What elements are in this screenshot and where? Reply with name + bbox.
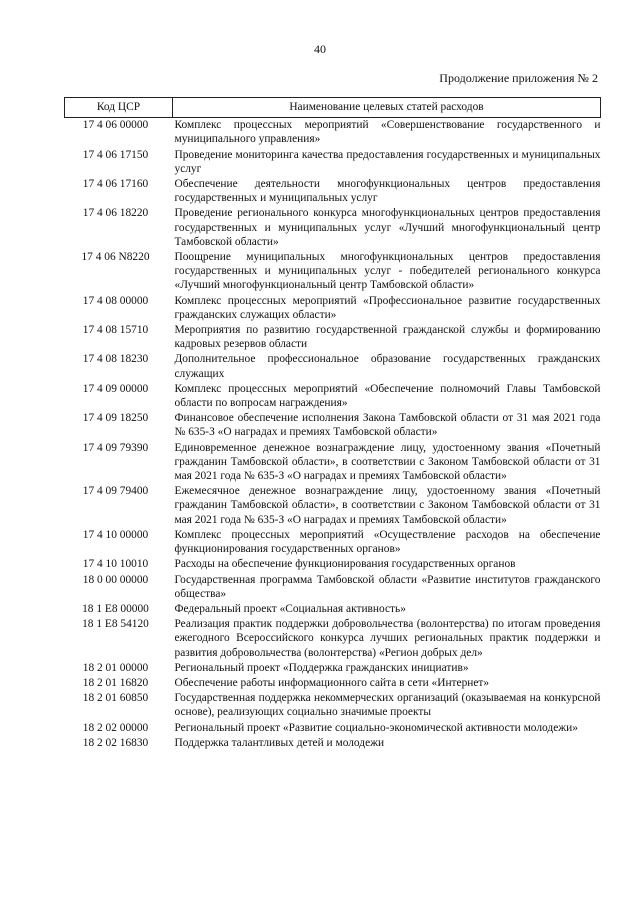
row-name: Поддержка талантливых детей и молодежи xyxy=(174,736,385,749)
row-name: Ежемесячное денежное вознаграждение лицу, удостоенному звания «Почетный гражданин Тамбовской области», в соответствии с Законом Тамбовской области от 31 мая 2021 года № 635-З «О наградах и премиях Тамбовской области» xyxy=(174,485,601,526)
row-name: Поощрение муниципальных многофункциональных центров предоставления государственных и муниципальных услуг - победителей регионального конкурса «Лучший многофункциональный центр Тамбовской области» xyxy=(174,251,601,292)
row-name: Проведение мониторинга качества предоставления государственных и муниципальных услуг xyxy=(174,148,601,175)
table-row xyxy=(65,528,601,557)
page-number: 40 xyxy=(314,42,326,56)
budget-table xyxy=(64,97,601,751)
row-code: 18 0 00 00000 xyxy=(82,573,149,586)
table-row xyxy=(65,411,601,440)
row-code: 17 4 09 18250 xyxy=(82,412,149,425)
row-name: Мероприятия по развитию государственной гражданской службы и формированию кадровых резервов области xyxy=(174,324,601,351)
appendix-note: Продолжение приложения № 2 xyxy=(439,71,598,85)
table-row xyxy=(65,382,601,411)
table-row xyxy=(65,250,601,294)
table-row xyxy=(65,691,601,720)
table-row xyxy=(65,484,601,528)
header-code: Код ЦСР xyxy=(65,98,173,118)
row-name: Региональный проект «Поддержка гражданских инициатив» xyxy=(174,661,469,674)
row-code: 17 4 06 17150 xyxy=(82,148,149,161)
table-row xyxy=(65,676,601,691)
table-row xyxy=(65,294,601,323)
row-name: Обеспечение работы информационного сайта в сети «Интернет» xyxy=(174,676,490,689)
row-code: 18 2 01 16820 xyxy=(82,676,149,689)
row-code: 17 4 10 10010 xyxy=(82,558,149,571)
row-code: 18 1 E8 54120 xyxy=(82,618,149,631)
row-name: Федеральный проект «Социальная активность» xyxy=(174,602,406,615)
table-row xyxy=(65,602,601,617)
table-row xyxy=(65,441,601,485)
row-name: Расходы на обеспечение функционирования государственных органов xyxy=(174,558,516,571)
row-name: Комплекс процессных мероприятий «Профессиональное развитие государственных гражданских служащих области» xyxy=(174,294,601,321)
row-code: 17 4 09 79390 xyxy=(82,441,149,454)
row-code: 18 2 01 00000 xyxy=(82,661,149,674)
row-name: Государственная поддержка некоммерческих организаций (оказываемая на конкурсной основе), реализующих социально значимые проекты xyxy=(174,692,601,719)
row-name: Финансовое обеспечение исполнения Закона Тамбовской области от 31 мая 2021 года № 635-З «О наградах и премиях Тамбовской области» xyxy=(174,412,601,439)
table-row xyxy=(65,736,601,751)
table-row xyxy=(65,177,601,206)
row-code: 17 4 06 00000 xyxy=(82,119,149,132)
table-row xyxy=(65,118,601,148)
row-code: 17 4 09 00000 xyxy=(82,382,149,395)
row-code: 17 4 08 15710 xyxy=(82,324,149,337)
row-code: 18 2 02 16830 xyxy=(82,736,149,749)
row-name: Государственная программа Тамбовской области «Развитие институтов гражданского общества» xyxy=(174,573,601,600)
row-code: 17 4 09 79400 xyxy=(82,485,149,498)
row-name: Дополнительное профессиональное образование государственных гражданских служащих xyxy=(174,353,601,380)
row-name: Единовременное денежное вознаграждение лицу, удостоенному звания «Почетный гражданин Тамбовской области», в соответствии с Законом Тамбовской области от 31 мая 2021 года № 635-З «О наградах и премиях Тамбовской области» xyxy=(174,441,601,483)
row-name: Комплекс процессных мероприятий «Осуществление расходов на обеспечение функционирования государственных органов» xyxy=(174,528,601,556)
header-name: Наименование целевых статей расходов xyxy=(173,98,601,118)
table-header-row xyxy=(65,98,601,118)
row-code: 17 4 08 18230 xyxy=(82,353,149,366)
row-code: 17 4 10 00000 xyxy=(82,528,149,541)
row-code: 18 2 01 60850 xyxy=(82,692,149,705)
row-name: Обеспечение деятельности многофункциональных центров предоставления государственных и муниципальных услуг xyxy=(174,178,601,205)
table-row xyxy=(65,617,601,661)
table-row xyxy=(65,573,601,602)
table-body xyxy=(65,118,601,751)
row-name: Комплекс процессных мероприятий «Совершенствование государственного и муниципального управления» xyxy=(174,119,601,146)
row-name: Комплекс процессных мероприятий «Обеспечение полномочий Главы Тамбовской области по вопросам награждения» xyxy=(174,382,601,410)
table-row xyxy=(65,721,601,736)
row-name: Региональный проект «Развитие социально-экономической активности молодежи» xyxy=(174,721,578,734)
table-row xyxy=(65,323,601,352)
table-row xyxy=(65,206,601,250)
row-code: 17 4 08 00000 xyxy=(82,294,149,307)
table-row xyxy=(65,352,601,381)
table-row xyxy=(65,557,601,572)
row-code: 17 4 06 17160 xyxy=(82,178,149,191)
row-code: 18 2 02 00000 xyxy=(82,721,149,734)
table-row xyxy=(65,661,601,676)
row-code: 17 4 06 18220 xyxy=(82,207,149,220)
row-name: Проведение регионального конкурса многофункциональных центров предоставления государственных и муниципальных услуг «Лучший многофункциональный центр Тамбовской области» xyxy=(174,207,601,248)
row-code: 18 1 E8 00000 xyxy=(82,602,149,615)
row-code: 17 4 06 N8220 xyxy=(81,251,150,264)
table-row xyxy=(65,148,601,177)
row-name: Реализация практик поддержки добровольчества (волонтерства) по итогам проведения ежегодного Всероссийского конкурса лучших региональных практик поддержки и развития добровольчества (волонтерства) «Регион добрых дел» xyxy=(174,618,601,659)
